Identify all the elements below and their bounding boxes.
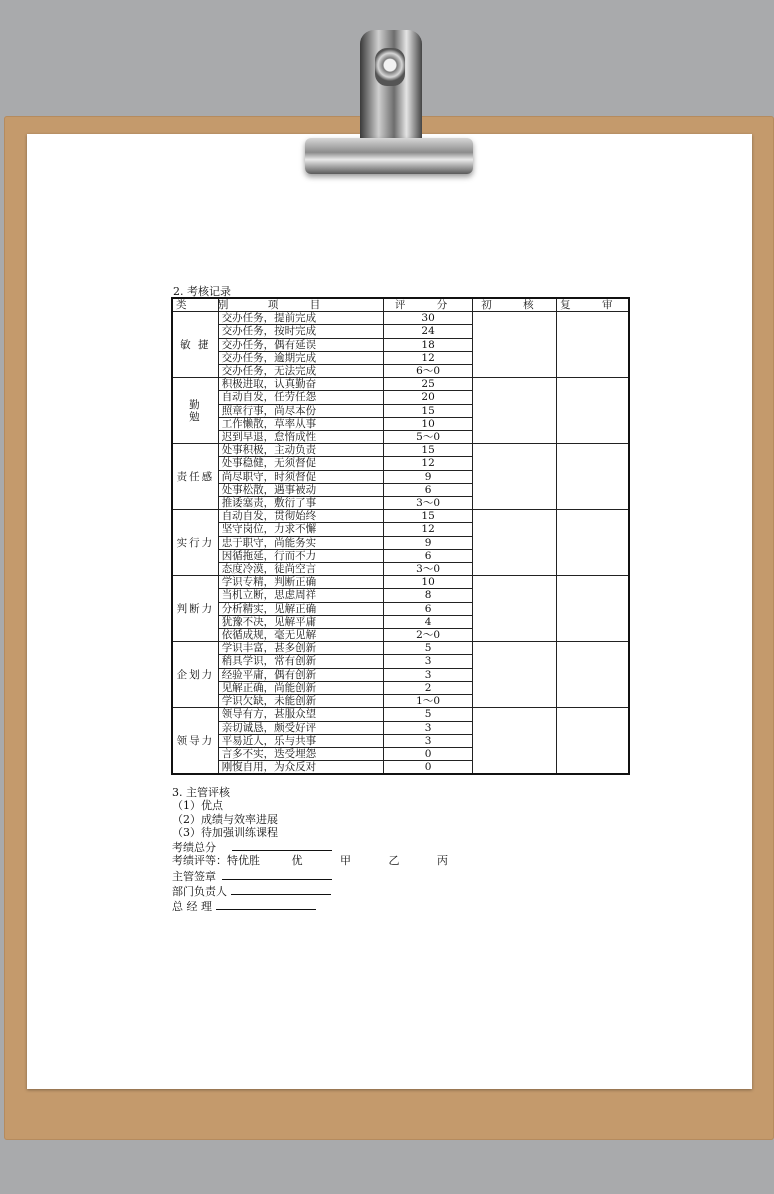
score-cell: 3 (384, 668, 472, 681)
grade-option: 丙 (437, 854, 448, 868)
item-cell: 分析精实，见解正确 (218, 602, 384, 615)
gm-line (172, 898, 448, 913)
gm-label: 总 经 理 (172, 900, 212, 914)
category-cell: 实行力 (172, 510, 218, 576)
score-cell: 3 (384, 734, 472, 747)
item-cell: 领导有方，甚服众望 (218, 708, 384, 721)
item-cell: 稍具学识，常有创新 (218, 655, 384, 668)
table-row (172, 642, 629, 655)
score-cell: 6 (384, 483, 472, 496)
score-cell: 3～0 (384, 563, 472, 576)
category-cell: 判断力 (172, 576, 218, 642)
item-cell: 态度冷漠，徒尚空言 (218, 563, 384, 576)
score-cell: 9 (384, 536, 472, 549)
final-review-cell[interactable] (557, 510, 629, 576)
grade-option: 甲 (340, 854, 351, 868)
initial-review-cell[interactable] (472, 444, 556, 510)
item-cell: 因循拖延，行而不力 (218, 549, 384, 562)
score-cell: 20 (384, 391, 472, 404)
total-score-label: 考绩总分 (172, 841, 216, 855)
dept-head-line (172, 883, 448, 898)
clip-icon (360, 30, 422, 142)
header-initial-review: 初 核 (472, 298, 556, 312)
table-row (172, 378, 629, 391)
total-score-line (172, 839, 448, 854)
initial-review-cell[interactable] (472, 378, 556, 444)
score-cell: 5～0 (384, 431, 472, 444)
item-cell: 学识专精，判断正确 (218, 576, 384, 589)
section-title: 2. 考核记录 (173, 285, 231, 298)
clip-hinge-icon (375, 48, 405, 86)
item-cell: 交办任务，偶有延误 (218, 338, 384, 351)
category-cell: 勤 勉 (172, 378, 218, 444)
item-cell: 交办任务，逾期完成 (218, 351, 384, 364)
category-cell: 责任感 (172, 444, 218, 510)
item-cell: 学识欠缺，未能创新 (218, 695, 384, 708)
category-cell: 领导力 (172, 708, 218, 775)
initial-review-cell[interactable] (472, 642, 556, 708)
item-cell: 平易近人，乐与共事 (218, 734, 384, 747)
review-item: （1）优点 (172, 799, 223, 813)
table-row (172, 708, 629, 721)
table-row (172, 510, 629, 523)
score-cell: 24 (384, 325, 472, 338)
score-cell: 3 (384, 721, 472, 734)
category-cell: 企划力 (172, 642, 218, 708)
item-cell: 交办任务，无法完成 (218, 365, 384, 378)
score-cell: 30 (384, 312, 472, 325)
item-cell: 交办任务，按时完成 (218, 325, 384, 338)
supervisor-label: 主管签章 (172, 869, 216, 883)
score-cell: 1～0 (384, 695, 472, 708)
assessment-table (171, 297, 630, 775)
item-cell: 照章行事，尚尽本份 (218, 404, 384, 417)
table-body (172, 312, 629, 775)
initial-review-cell[interactable] (472, 576, 556, 642)
score-cell: 12 (384, 457, 472, 470)
score-cell: 3～0 (384, 497, 472, 510)
score-cell: 2 (384, 681, 472, 694)
item-cell: 积极进取，认真勤奋 (218, 378, 384, 391)
grade-line (172, 854, 448, 867)
initial-review-cell[interactable] (472, 312, 556, 378)
item-cell: 自动自发，任劳任怨 (218, 391, 384, 404)
item-cell: 当机立断，思虑周祥 (218, 589, 384, 602)
item-cell: 经验平庸，偶有创新 (218, 668, 384, 681)
score-cell: 3 (384, 655, 472, 668)
score-cell: 2～0 (384, 629, 472, 642)
item-cell: 依循成规，毫无见解 (218, 629, 384, 642)
final-review-cell[interactable] (557, 378, 629, 444)
item-cell: 处事积极，主动负责 (218, 444, 384, 457)
clip-bar (305, 138, 473, 174)
header-final-review: 复 审 (557, 298, 629, 312)
item-cell: 学识丰富，甚多创新 (218, 642, 384, 655)
score-cell: 15 (384, 404, 472, 417)
score-cell: 8 (384, 589, 472, 602)
final-review-cell[interactable] (557, 642, 629, 708)
score-cell: 4 (384, 615, 472, 628)
score-cell: 12 (384, 351, 472, 364)
score-cell: 5 (384, 708, 472, 721)
initial-review-cell[interactable] (472, 708, 556, 775)
item-cell: 交办任务，提前完成 (218, 312, 384, 325)
final-review-cell[interactable] (557, 708, 629, 775)
score-cell: 5 (384, 642, 472, 655)
item-cell: 处事稳健，无须督促 (218, 457, 384, 470)
item-cell: 刚愎自用，为众反对 (218, 761, 384, 775)
item-cell: 犹豫不决，见解平庸 (218, 615, 384, 628)
score-cell: 15 (384, 444, 472, 457)
grade-label: 考绩评等： (172, 854, 227, 868)
item-cell: 自动自发，贯彻始终 (218, 510, 384, 523)
score-cell: 25 (384, 378, 472, 391)
final-review-cell[interactable] (557, 312, 629, 378)
header-score: 评 分 (384, 298, 472, 312)
score-cell: 10 (384, 417, 472, 430)
gm-blank (216, 898, 316, 910)
final-review-cell[interactable] (557, 444, 629, 510)
review-item: （3）待加强训练课程 (172, 825, 278, 839)
review-item: （2）成绩与效率进展 (172, 812, 278, 826)
score-cell: 6 (384, 549, 472, 562)
item-cell: 尚尽职守，时须督促 (218, 470, 384, 483)
score-cell: 12 (384, 523, 472, 536)
review-title: 3. 主管评核 (172, 786, 230, 799)
table-header-row (172, 298, 629, 312)
item-cell: 迟到早退，怠惰成性 (218, 431, 384, 444)
score-cell: 18 (384, 338, 472, 351)
initial-review-cell[interactable] (472, 510, 556, 576)
dept-head-blank (231, 883, 331, 895)
supervisor-sign-line (172, 868, 448, 883)
score-cell: 0 (384, 761, 472, 775)
score-cell: 15 (384, 510, 472, 523)
score-cell: 6～0 (384, 365, 472, 378)
item-cell: 处事松散，遇事被动 (218, 483, 384, 496)
table-row (172, 444, 629, 457)
item-cell: 亲切诚恳，颇受好评 (218, 721, 384, 734)
grade-option: 乙 (388, 854, 400, 868)
category-cell: 敏 捷 (172, 312, 218, 378)
score-cell: 0 (384, 747, 472, 760)
score-cell: 10 (384, 576, 472, 589)
item-cell: 推诿塞责，敷衍了事 (218, 497, 384, 510)
dept-head-label: 部门负责人 (172, 885, 227, 899)
item-cell: 坚守岗位，力求不懈 (218, 523, 384, 536)
supervisor-blank (222, 868, 332, 880)
final-review-cell[interactable] (557, 576, 629, 642)
item-cell: 工作懒散，草率从事 (218, 417, 384, 430)
item-cell: 言多不实，迭受埋怨 (218, 747, 384, 760)
item-cell: 见解正确，尚能创新 (218, 681, 384, 694)
header-item: 项 目 (218, 298, 384, 312)
score-cell: 9 (384, 470, 472, 483)
table-row (172, 576, 629, 589)
score-cell: 6 (384, 602, 472, 615)
total-score-blank (232, 839, 332, 851)
header-category: 类 别 (172, 298, 218, 312)
grade-option: 特优胜 (227, 854, 260, 868)
supervisor-review (172, 786, 448, 914)
grade-option: 优 (291, 854, 303, 868)
table-row (172, 312, 629, 325)
item-cell: 忠于职守，尚能务实 (218, 536, 384, 549)
